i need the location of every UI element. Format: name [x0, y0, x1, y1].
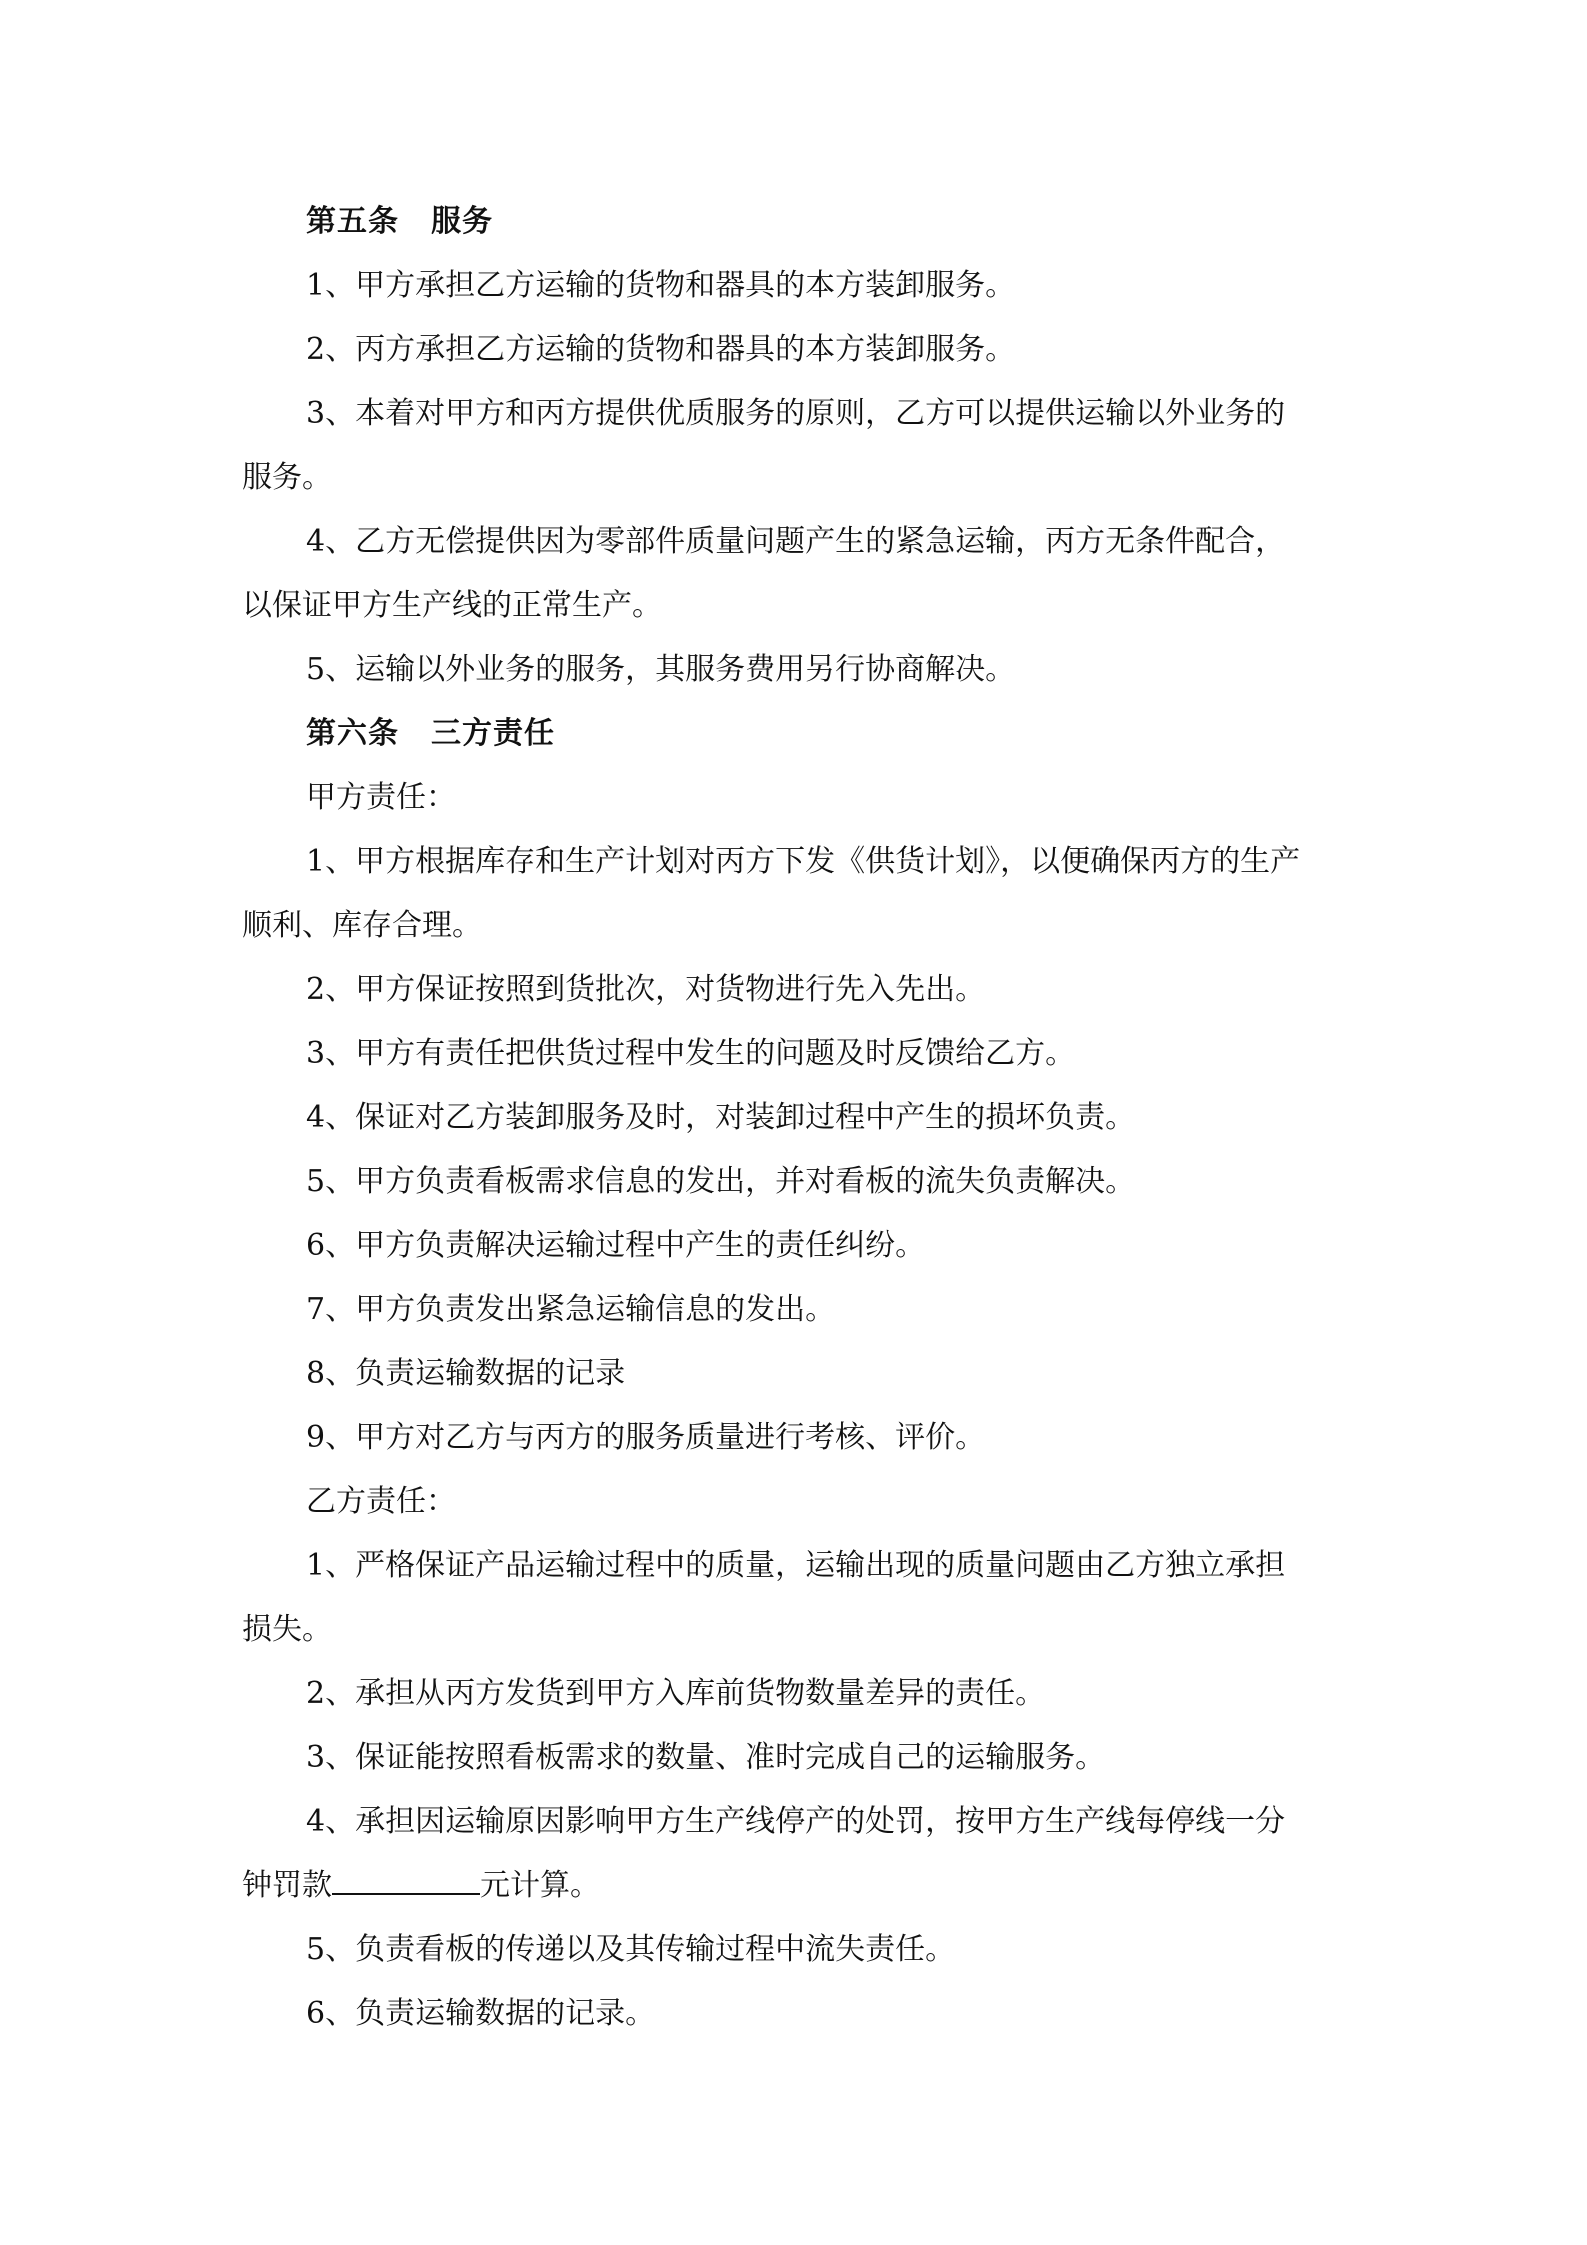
party-a-item-1-cont: 顺利、库存合理。 [242, 908, 482, 943]
document-page [242, 190, 1355, 2046]
article-5-item-4-cont: 以保证甲方生产线的正常生产。 [242, 588, 662, 623]
party-a-item-8: 8、负责运输数据的记录 [306, 1356, 626, 1391]
article-5-item-1: 1、甲方承担乙方运输的货物和器具的本方装卸服务。 [306, 268, 1016, 303]
party-b-heading: 乙方责任： [306, 1484, 456, 1519]
party-b-item-5: 5、负责看板的传递以及其传输过程中流失责任。 [306, 1932, 956, 1967]
article-5-item-4: 4、乙方无偿提供因为零部件质量问题产生的紧急运输，丙方无条件配合， [306, 524, 1286, 559]
party-b-item-4: 4、承担因运输原因影响甲方生产线停产的处罚，按甲方生产线每停线一分 [306, 1804, 1286, 1839]
article-6-title [242, 702, 1355, 766]
fine-suffix: 元计算。 [480, 1868, 600, 1903]
party-a-item-6: 6、甲方负责解决运输过程中产生的责任纠纷。 [306, 1228, 926, 1263]
fine-prefix: 钟罚款 [242, 1868, 332, 1903]
article-5-number: 第五条 [306, 204, 399, 239]
party-a-item-7: 7、甲方负责发出紧急运输信息的发出。 [306, 1292, 836, 1327]
party-b-item-4-cont [242, 1854, 1355, 1918]
party-b-item-6: 6、负责运输数据的记录。 [306, 1996, 656, 2031]
article-5-heading: 服务 [431, 204, 493, 239]
article-5-item-2: 2、丙方承担乙方运输的货物和器具的本方装卸服务。 [306, 332, 1016, 367]
party-b-item-2: 2、承担从丙方发货到甲方入库前货物数量差异的责任。 [306, 1676, 1046, 1711]
party-a-heading: 甲方责任： [306, 780, 456, 815]
party-b-item-1: 1、严格保证产品运输过程中的质量，运输出现的质量问题由乙方独立承担 [306, 1548, 1286, 1583]
article-6-heading: 三方责任 [431, 716, 555, 751]
article-5-item-5: 5、运输以外业务的服务，其服务费用另行协商解决。 [306, 652, 1016, 687]
party-b-item-3: 3、保证能按照看板需求的数量、准时完成自己的运输服务。 [306, 1740, 1106, 1775]
party-a-item-5: 5、甲方负责看板需求信息的发出，并对看板的流失负责解决。 [306, 1164, 1136, 1199]
article-6-number: 第六条 [306, 716, 399, 751]
article-5-item-3-cont: 服务。 [242, 460, 332, 495]
article-5-item-3: 3、本着对甲方和丙方提供优质服务的原则，乙方可以提供运输以外业务的 [306, 396, 1286, 431]
party-a-item-2: 2、甲方保证按照到货批次，对货物进行先入先出。 [306, 972, 986, 1007]
party-b-item-1-cont: 损失。 [242, 1612, 332, 1647]
fine-amount-blank [332, 1867, 480, 1895]
party-a-item-9: 9、甲方对乙方与丙方的服务质量进行考核、评价。 [306, 1420, 986, 1455]
party-a-item-4: 4、保证对乙方装卸服务及时，对装卸过程中产生的损坏负责。 [306, 1100, 1136, 1135]
article-5-title [242, 190, 1355, 254]
party-a-item-3: 3、甲方有责任把供货过程中发生的问题及时反馈给乙方。 [306, 1036, 1076, 1071]
party-a-item-1: 1、甲方根据库存和生产计划对丙方下发《供货计划》，以便确保丙方的生产 [306, 844, 1301, 879]
